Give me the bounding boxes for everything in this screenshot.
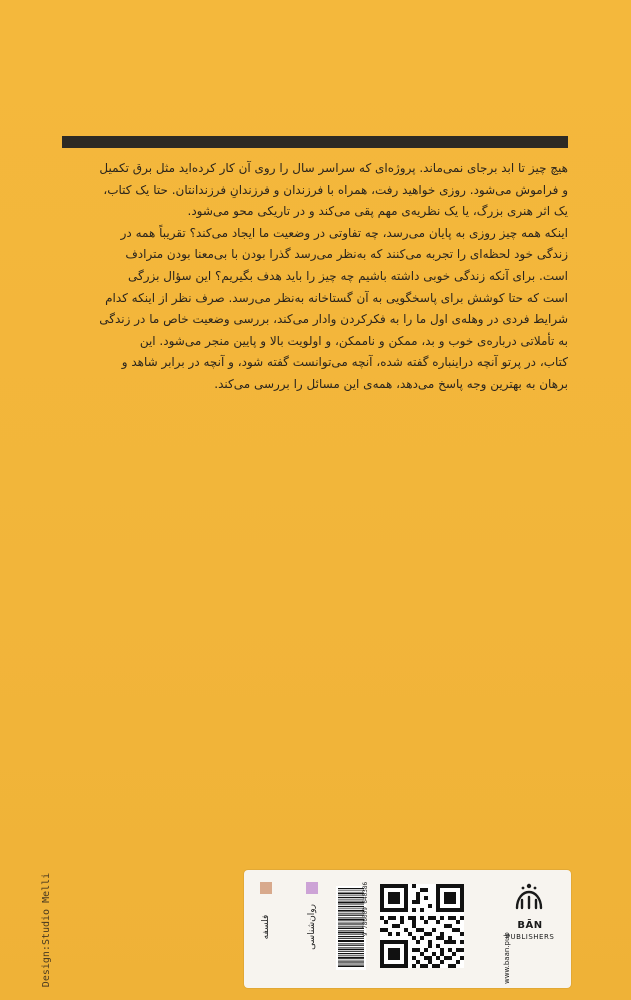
blurb-line: شرایط فردی در وهله‌ی اول ما را به فکرکردن وادار می‌کند، بررسی وضعیت خاص ما در زندگی	[99, 312, 568, 327]
qr-code-icon[interactable]	[380, 884, 464, 968]
publisher-info-panel	[244, 870, 571, 988]
blurb-line: است که حتا کوشش برای پاسخگویی به آن گستاخانه به‌نظر می‌رسد. صرف نظر از اینکه کدام	[105, 290, 568, 305]
top-divider-bar	[62, 136, 568, 148]
book-blurb	[62, 158, 568, 396]
publisher-brand	[489, 870, 571, 988]
design-credit: Design:Studio Melli	[41, 872, 52, 988]
ban-publishers-logo-icon	[511, 880, 547, 916]
blurb-line: برهان به بهترین وجه پاسخ می‌دهد، همه‌ی این مسائل را بررسی می‌کند.	[214, 376, 568, 391]
publisher-website[interactable]: www.baan.pub	[503, 932, 511, 984]
category-psychology	[294, 882, 334, 976]
blurb-line: اینکه همه چیز روزی به پایان می‌رسد، چه تفاوتی در وضعیت ما ایجاد می‌کند؟ تقریباً همه در	[120, 225, 568, 240]
blurb-line: هیچ چیز تا ابد برجای نمی‌ماند. پروژه‌ای که سراسر سال را روی آن کار کرده‌اید مثل برق تکمیل	[99, 161, 568, 175]
blurb-line: است. برای آنکه زندگی خوبی داشته باشیم چه چیز را باید هدف بگیریم؟ این سؤال بزرگی	[127, 268, 568, 283]
category-label: روان‌شناسی	[307, 904, 317, 950]
category-philosophy	[248, 882, 288, 976]
category-swatch-icon	[260, 882, 272, 894]
blurb-line: یک اثر هنری بزرگ، یا یک نظریه‌ی مهم پقی می‌کند و در تاریکی محو می‌شود.	[187, 204, 568, 219]
category-label: فلسفه	[261, 914, 271, 940]
publisher-name: BĀN	[517, 920, 543, 931]
isbn-number: 9 786009 640386	[362, 881, 369, 937]
blurb-line: کتاب، در پرتو آنچه دراینباره گفته شده، آنچه می‌توانست گفته شود، و آنچه در برابر شاهد و	[121, 355, 568, 370]
blurb-line: به تأملاتی درباره‌ی خوب و بد، ممکن و ناممکن، و اولویت بالا و پایین منجر می‌شود. این	[139, 333, 568, 348]
blurb-line: زندگی خود لحظه‌ای را تجربه می‌کنند که به‌نظر می‌رسد گذرا بودن با بی‌معنا بودن مترادف	[125, 247, 568, 262]
category-swatch-icon	[306, 882, 318, 894]
publisher-tagline: PUBLISHERS	[505, 933, 555, 941]
blurb-line: و فراموش می‌شود. روزی خواهید رفت، همراه با فرزندان و فرزندانِ فرزندانتان. حتا یک کتاب،	[103, 182, 568, 197]
